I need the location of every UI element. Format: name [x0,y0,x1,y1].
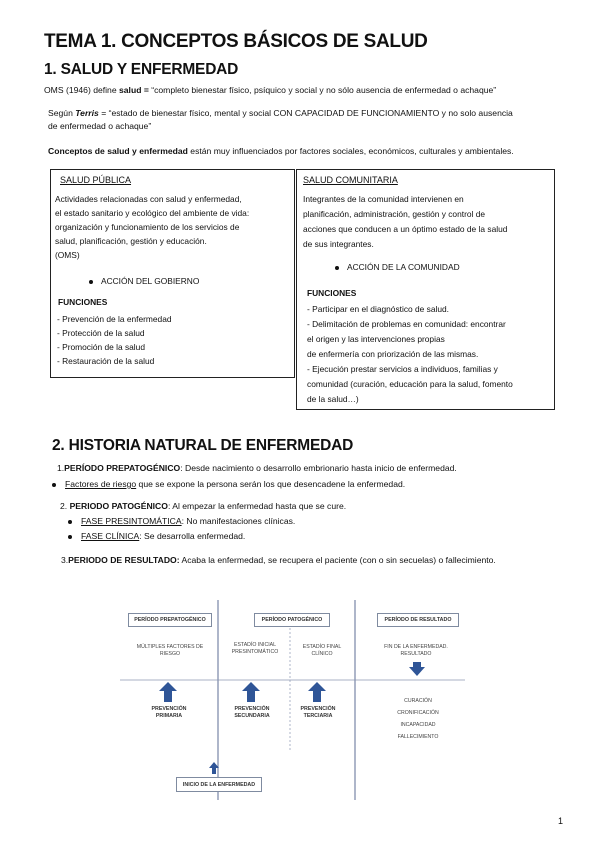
page-number: 1 [558,816,564,826]
down-arrow-icon [409,662,425,676]
list-item: - Ejecución prestar servicios a individuos, familias y [307,364,498,374]
bullet-icon [68,535,72,539]
list-item: de enfermería con priorización de las mismas. [307,349,479,359]
col2-label: ESTADÍO INICIAL PRESINTOMÁTICO [231,642,279,655]
prevencion-secundaria: PREVENCIÓN SECUNDARIA [234,706,270,719]
natural-history-diagram [120,600,465,800]
salud-comunitaria-title: SALUD COMUNITARIA [303,175,398,185]
bullet-icon [52,483,56,487]
col3-label: ESTADÍO FINAL CLÍNICO [302,644,342,657]
oms-definition: OMS (1946) define salud = “completo bienestar físico, psíquico y social y no sólo ausencia de enfermedad o achaque” [44,85,497,95]
salud-comunitaria-box [296,169,555,410]
col1-label: MÚLTIPLES FACTORES DE RIESGO [136,644,204,657]
salud-publica-description: Actividades relacionadas con salud y enfermedad, el estado sanitario y ecológico del ambiente de vida: organización y funcionamiento de los servicios de salud, planificación, gestión y educación. (OMS) [55,194,250,260]
salud-publica-functions [57,312,172,368]
patogenic-box: PERÍODO PATOGÉNICO [254,613,330,627]
concepts-note: Conceptos de salud y enfermedad están muy influenciados por factores sociales, económicos, culturales y ambientales. [48,146,514,156]
salud-comunitaria-description: Integrantes de la comunidad intervienen en planificación, administración, gestión y control de acciones que conducen a un óptimo estado de la salud de sus integrantes. [303,194,508,249]
prevencion-primaria: PREVENCIÓN PRIMARIA [151,706,187,719]
risk-factors: Factores de riesgo que se expone la persona serán los que desencadene la enfermedad. [52,478,405,491]
inicio-arrow-icon [209,762,219,774]
list-item: - Protección de la salud [57,328,145,338]
salud-comunitaria-action: ACCIÓN DE LA COMUNIDAD [335,260,460,274]
prevencion-terciaria: PREVENCIÓN TERCIARIA [300,706,336,719]
inicio-enfermedad-box: INICIO DE LA ENFERMEDAD [176,777,262,792]
salud-publica-box [50,169,295,378]
list-item: - Delimitación de problemas en comunidad: encontrar [307,319,506,329]
fase-clinica: FASE CLÍNICA: Se desarrolla enfermedad. [68,530,245,543]
period-resultado: 3.PERIODO DE RESULTADO: Acaba la enfermedad, se recupera el paciente (con o sin secuelas) o fallecimiento. [61,555,496,565]
document-title: TEMA 1. CONCEPTOS BÁSICOS DE SALUD [44,31,428,52]
terris-definition: Según Terris = “estado de bienestar físico, mental y social CON CAPACIDAD DE FUNCIONAMIENTO y no solo ausencia de enfermedad o achaque” [48,108,513,131]
period-prepatogenic: 1.PERÍODO PREPATOGÉNICO: Desde nacimiento o desarrollo embrionario hasta inicio de enfermedad. [57,463,457,473]
salud-comunitaria-functions [307,302,513,407]
fase-presintomatica: FASE PRESINTOMÁTICA: No manifestaciones clínicas. [68,515,295,528]
prepatogenic-box: PERÍODO PREPATOGÉNICO [128,613,212,627]
up-arrow-icon [308,682,326,702]
section-1-heading: 1. SALUD Y ENFERMEDAD [44,61,239,78]
list-item: - Prevención de la enfermedad [57,314,172,324]
section-2-heading: 2. HISTORIA NATURAL DE ENFERMEDAD [52,437,354,454]
outcomes-list: CURACIÓN CRONIFICACIÓN INCAPACIDAD FALLECIMIENTO [397,698,439,740]
up-arrow-icon [159,682,177,702]
list-item: - Promoción de la salud [57,342,145,352]
period-patogenic: 2. PERIODO PATOGÉNICO: Al empezar la enfermedad hasta que se cure. [60,501,347,511]
list-item: - Participar en el diagnóstico de salud. [307,304,449,314]
bullet-icon [89,280,93,284]
resultado-box: PERÍODO DE RESULTADO [377,613,459,627]
list-item: el origen y las intervenciones propias [307,334,445,344]
col4-label: FIN DE LA ENFERMEDAD. RESULTADO [384,644,448,657]
bullet-icon [68,520,72,524]
list-item: - Restauración de la salud [57,356,155,366]
list-item: de la salud…) [307,394,359,404]
salud-comunitaria-functions-heading: FUNCIONES [307,288,357,298]
salud-publica-title: SALUD PÚBLICA [60,175,132,185]
list-item: comunidad (curación, educación para la salud, fomento [307,379,513,389]
salud-publica-functions-heading: FUNCIONES [58,297,108,307]
up-arrow-icon [242,682,260,702]
salud-publica-action: ACCIÓN DEL GOBIERNO [89,274,199,288]
bullet-icon [335,266,339,270]
